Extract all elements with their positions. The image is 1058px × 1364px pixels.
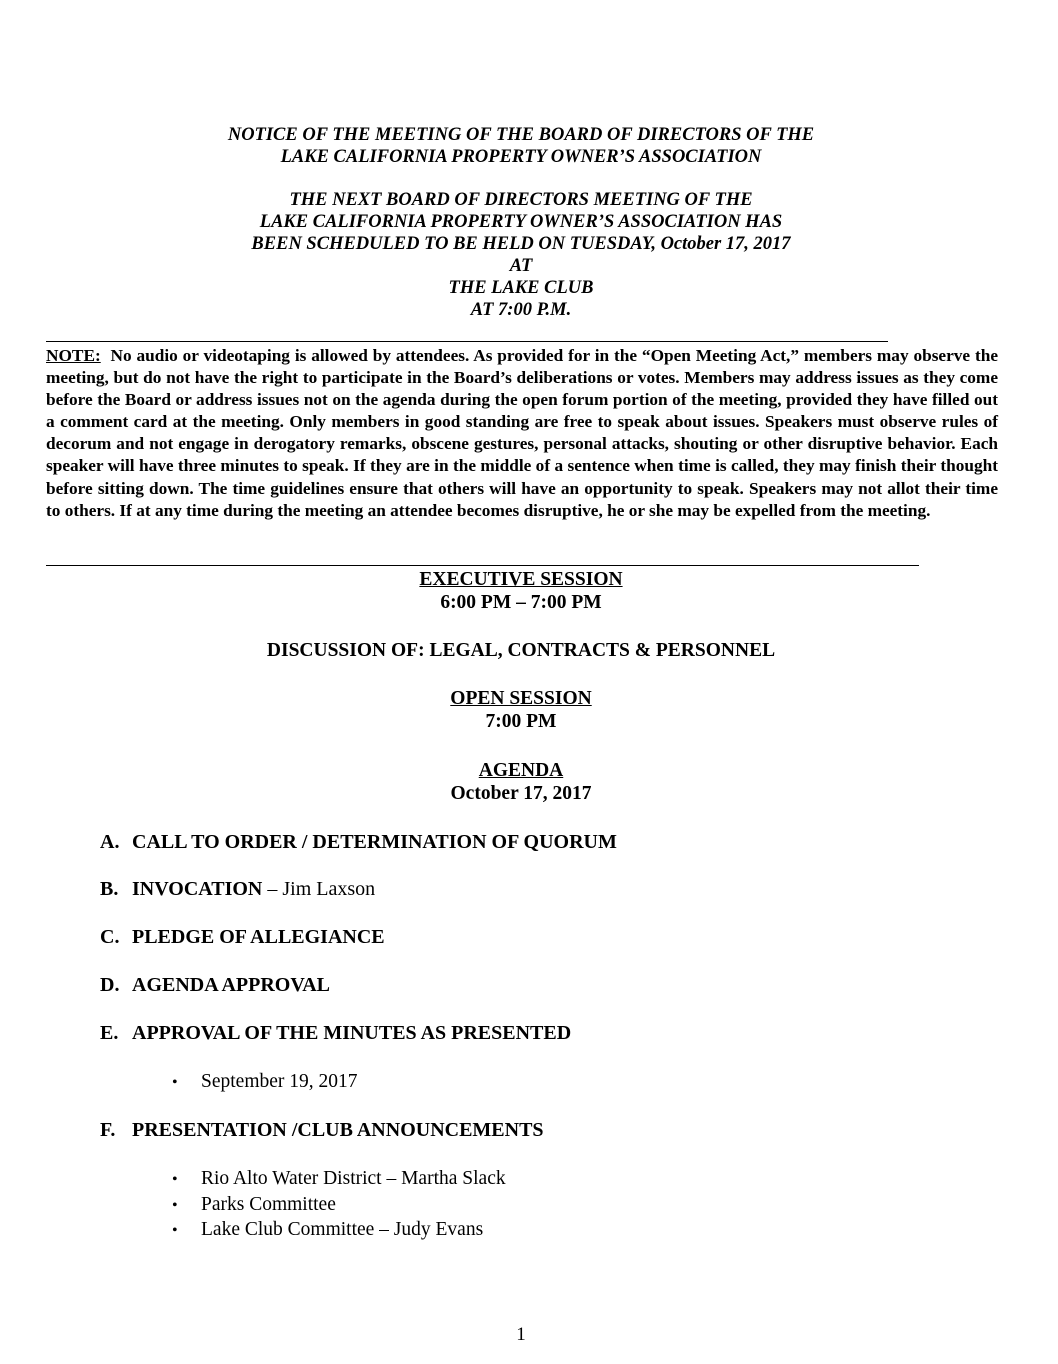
list-item-text: Lake Club Committee – Judy Evans: [201, 1219, 484, 1240]
item-letter: E.: [100, 1022, 119, 1044]
bullet-icon: •: [172, 1197, 178, 1214]
bullet-icon: •: [172, 1222, 178, 1239]
announcement-line: LAKE CALIFORNIA PROPERTY OWNER’S ASSOCIATION HAS: [259, 212, 783, 232]
agenda-date: October 17, 2017: [450, 783, 592, 804]
divider-top: [46, 341, 888, 342]
item-title: INVOCATION: [132, 878, 263, 900]
note-text: No audio or videotaping is allowed by attendees. As provided for in the “Open Meeting Act,” members may observe the meeting, but do not have the right to participate in the Board’s deliberations or votes. Members may address issues as they come before the Board or address issues not on the agenda during the open forum portion of the meeting, provided they have filled out a comment card at the meeting. Only members in good standing are free to speak about issues. Speakers must observe rules of decorum and not engage in derogatory remarks, obscene gestures, personal attacks, shouting or other disruptive behavior. Each speaker will have three minutes to speak. If they are in the middle of a sentence when time is called, they may finish their thought before sitting down. The time guidelines ensure that others will have an opportunity to speak. Speakers may not allot their time to others. If at any time during the meeting an attendee becomes disruptive, he or she may be expelled from the meeting.: [46, 346, 998, 520]
agenda-item-a: [100, 830, 617, 854]
agenda-item-e: [100, 1021, 571, 1045]
announcement-line: AT: [509, 256, 533, 276]
item-title: APPROVAL OF THE MINUTES AS PRESENTED: [132, 1022, 572, 1044]
agenda-item-f: [100, 1118, 544, 1142]
meeting-announcement: [0, 189, 1042, 321]
notice-heading-line: NOTICE OF THE MEETING OF THE BOARD OF DIRECTORS OF THE: [227, 125, 815, 145]
executive-session-title: EXECUTIVE SESSION: [419, 569, 623, 590]
announcement-line: THE LAKE CLUB: [448, 278, 594, 298]
notice-heading-line: LAKE CALIFORNIA PROPERTY OWNER’S ASSOCIATION: [280, 147, 762, 167]
list-item: [172, 1218, 483, 1243]
agenda-item-c: [100, 925, 385, 949]
announcement-line: AT 7:00 P.M.: [470, 300, 572, 320]
open-session-title: OPEN SESSION: [450, 688, 592, 709]
agenda-item-d: [100, 973, 330, 997]
list-item: [172, 1167, 506, 1192]
item-title: AGENDA APPROVAL: [132, 974, 330, 996]
note-label: NOTE:: [46, 346, 101, 365]
attendee-note: [46, 345, 998, 522]
executive-session-time: 6:00 PM – 7:00 PM: [440, 592, 602, 613]
page-number: 1: [516, 1324, 526, 1345]
list-item: [172, 1193, 336, 1218]
list-item-text: Parks Committee: [201, 1194, 336, 1215]
bullet-icon: •: [172, 1074, 178, 1091]
list-item-text: Rio Alto Water District – Martha Slack: [201, 1168, 506, 1189]
item-separator: –: [262, 878, 283, 900]
item-title: PLEDGE OF ALLEGIANCE: [132, 926, 385, 948]
item-title: CALL TO ORDER / DETERMINATION OF QUORUM: [132, 831, 617, 853]
agenda-heading: [0, 759, 1042, 805]
item-person: Jim Laxson: [282, 878, 376, 900]
list-item-text: September 19, 2017: [201, 1071, 358, 1092]
announcement-line: BEEN SCHEDULED TO BE HELD ON TUESDAY, October 17, 2017: [251, 234, 791, 254]
bullet-icon: •: [172, 1171, 178, 1188]
item-letter: B.: [100, 878, 119, 900]
item-letter: A.: [100, 831, 120, 853]
agenda-title: AGENDA: [478, 760, 564, 781]
notice-heading: [0, 124, 1042, 168]
open-session-time: 7:00 PM: [485, 711, 557, 732]
item-letter: F.: [100, 1119, 116, 1141]
item-letter: D.: [100, 974, 120, 996]
divider-bottom: [46, 565, 919, 566]
list-item: [172, 1070, 358, 1095]
executive-session: [0, 568, 1042, 614]
discussion-topics: DISCUSSION OF: LEGAL, CONTRACTS & PERSONNEL: [266, 640, 776, 661]
item-letter: C.: [100, 926, 120, 948]
announcement-line: THE NEXT BOARD OF DIRECTORS MEETING OF THE: [289, 190, 753, 210]
item-title: PRESENTATION /CLUB ANNOUNCEMENTS: [132, 1119, 544, 1141]
agenda-item-b: [100, 877, 375, 901]
open-session: [0, 687, 1042, 733]
